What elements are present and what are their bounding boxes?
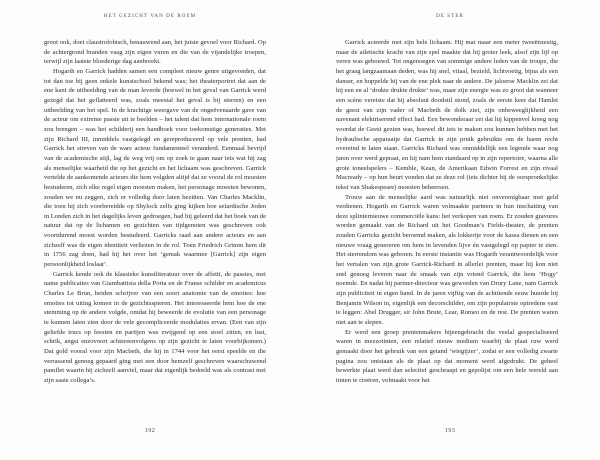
- running-header-right: DE STER: [436, 14, 464, 19]
- paragraph: Garrick kende ook de klassieke kunstliteratuur over de affetti, de passies, met name publicaties van Giambattista della Porta en de Franse schilder en academicus Charles Le Brun, beiden schrijver van een soort anatomie van de emoties: hoe emoties tot uiting komen in de gezichtsspieren. Het interesseerde hem hoe de ene stemming op de andere volgde, omdat hij beweerde de evolutie van een personage te kunnen laten zien door de vele gecompliceerde modulaties ervan. (Een van zijn geliefde trucs op feesten en partijen was zwijgend op een stoel zitten, en lust, schrik, angst enzovoort achtereenvolgens op zijn gezicht te laten voorbijkomen.) Dat gold vooral voor zijn Macbeth, die hij in 1744 voor het eerst speelde en die verrassend genoeg gepaard ging met een door hemzelf geschreven waarschuwend pamflet waarin hij zichzelf aanviel, maar dat eigenlijk bedoeld was als contrast met zijn saaie collega’s.: [44, 270, 266, 384]
- left-page-text: [44, 38, 266, 419]
- page-number-left: 192: [144, 427, 156, 434]
- paragraph: groot ook, doet claustrofobisch, benauwend aan, het juiste gevoel voor Richard. Op de achtergrond branden vaag zijn eigen vuren en die van de vijandelijke troepen, terwijl zijn laatste bloederige dag aanbreekt.: [44, 39, 266, 66]
- paragraph: Garrick acteerde met zijn hele lichaam. Hij mat maar een meter tweeënzestig, maar de atletische kracht van zijn spel maakte dat hij groter leek, alsof zijn lijf op veren was gebouwd. Tot ongenoegen van sommige andere leden van de troupe, die het graag langzaamaan deden, was hij snel, vitaal, bezield, lichtvoetig, bijna als een danser, en huppelde hij van de ene plek naar de andere. De jaloerse Macklin zei dat hij een en al ‘drukte drukte drukte’ was, maar zijn energie was zo groot dat wanneer een scène vereiste dat hij absoluut doodstil stond, zoals de eerste keer dat Hamlet de geest van zijn vader of Macbeth de dolk ziet, zijn onbeweeglijkheid een navenant elektriserend effect had. Een bewonderaar zei dat hij kippenvel kreeg nog voordat de Geest gezien was, hoewel dit iets te maken zou kunnen hebben met het hydraulische apparaatje dat Garrick in zijn pruik gebruikte om de haren recht overeind te laten staan. Garricks Richard was onmiddellijk een legende waar nog jaren over werd gepraat, en hij nam hem standaard op in zijn repertoire, waarna alle grote toneelspelers – Kemble, Kean, de Amerikaan Edwin Forrest en zijn rivaal Macready – op hun beurt vonden dat ze deze rol (iets dichter bij de oorspronkelijke tekst van Shakespeare) moesten beheersen.: [336, 39, 558, 191]
- running-header-left: HET GEZICHT VAN DE ROEM: [103, 14, 197, 19]
- paragraph: Er werd een groep prentenmakers bijeengebracht die veelal gespecialiseerd waren in mezzotinten, een relatief nieuw medium waarbij de plaat ruw werd gemaakt door het gebruik van een getand ‘wiegijzer’, zodat er een volledig zwarte pagina zou ontstaan als de plaat op dat moment werd afgedrukt. De geheel bewerkte plaat werd dan selectief geschraapt en gepolijst om een hele wereld aan tinten te creëren, volmaakt voor het: [336, 328, 558, 384]
- right-page: [300, 0, 600, 460]
- paragraph: Trouw aan de menselijke aard was natuurlijk niet onverenigbaar met geld verdienen. Hogarth en Garrick waren volmaakte partners in hun inschatting van deze splinternieuwe commerciële kans: het verkopen van roem. Er zouden gravures worden gemaakt van de Richard uit het Goodman’s Fields-theater, de prenten zouden Garricks gezicht beroemd maken, als lokkertje voor de kassa dienen en een nieuwe vraag genereren om hem in levenden lijve én vastgelegd op papier te zien. Het sterrendom was geboren. In eerste instantie was Hogarth verantwoordelijk voor het vertalen van zijn grote Garrick-Richard in allerlei prenten, maar hij kon niet snel genoeg leveren naar de smaak van zijn vriend Garrick, die hem ‘Hogy’ noemde. En nadat hij partner-directeur was geworden van Drury Lane, nam Garrick zijn publiciteit in eigen hand. In de jaren vijftig van de achttiende eeuw huurde hij Benjamin Wilson in, eigenlijk een decorschilder, om zijn populairste optredens vast te leggen: Abel Drugger, sir John Brute, Lear, Romeo en de rest. De prenten waren niet aan te slepen.: [336, 193, 558, 327]
- right-page-text: [336, 38, 558, 419]
- page-number-right: 193: [444, 427, 456, 434]
- paragraph: Hogarth en Garrick hadden samen een compleet nieuw genre uitgevonden, dat tot dan toe bij geen enkele kunstschool bekend was; het theaterportret dat aan de ene kant de uitbeelding van de man leverde (hoewel in het geval van Garrick werd gezegd dat het geflatteerd was, zoals meestal het geval is bij sterren) en een uitbeelding van het spel. In de krachtige weergave van de ongeëvenaarde gave van de acteur om extreme passie uit te beelden – het talent dat hem internationale roem zou brengen – was het schilderij een handboek voor toekomstige generaties. Met zijn Richard III, inmiddels vastgelegd en gereproduceerd op vele prenten, had Garrick het streven van de ware acteur fundamenteel veranderd. Eenmaal bevrijd van de academische stijl, lag de weg vrij om op zoek te gaan naar iets wat hij zag als menselijke waarheid die op het gezicht en het lichaam was geschreven. Garrick vertelde de aankomende acteurs die hem volgden altijd dat ze vooral de rol moesten bestuderen, zich elke regel eigen moesten maken, het personage moesten bewonen, zouden we nu zeggen, zich er volledig door laten bezitten. Van Charles Macklin, die toen hij zich voorbereidde op Shylock zelfs ging kijken hoe sefardische Joden in Londen zich in het dagelijks leven gedroegen, had hij geleerd dat het boek van de natuur dat op de lichamen en gezichten van tijdgenoten was geschreven ook voortdurend moest worden bestudeerd. Garricks raad aan andere acteurs en aan zichzelf was de eigen identiteit verliezen in de rol. Toen Friedrich Grimm hem dit in 1756 zag doen, had hij het over het ‘gemak waarmee [Garrick] zijn eigen persoonlijkheid loslaat’.: [44, 67, 266, 269]
